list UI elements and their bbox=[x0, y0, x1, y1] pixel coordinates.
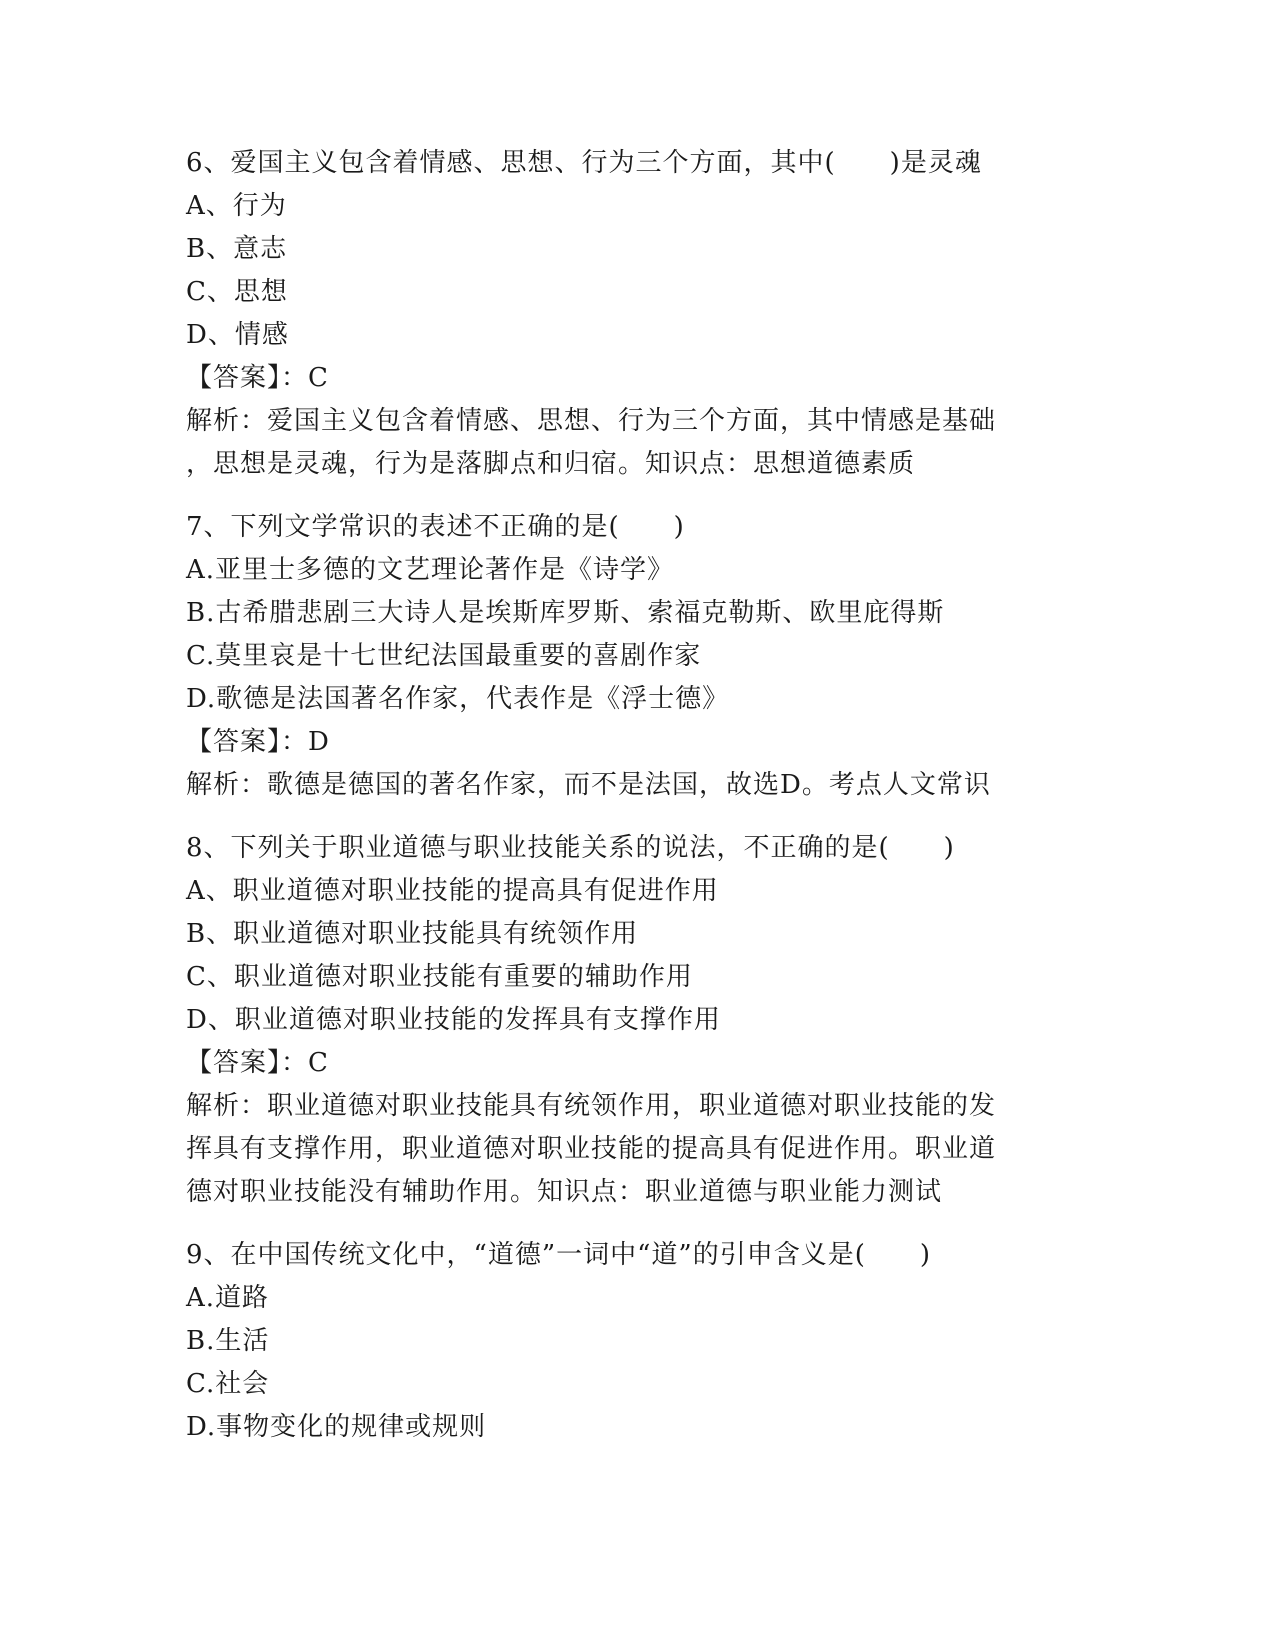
question-stem: 6、爱国主义包含着情感、思想、行为三个方面，其中( )是灵魂 bbox=[186, 148, 982, 178]
analysis-line: 解析：歌德是德国的著名作家，而不是法国，故选D。考点人文常识 bbox=[186, 770, 991, 800]
answer: 【答案】：C bbox=[186, 363, 329, 393]
question-7 bbox=[186, 506, 1086, 807]
option-d: D、情感 bbox=[186, 320, 289, 350]
analysis-line: 解析：职业道德对职业技能具有统领作用，职业道德对职业技能的发 bbox=[186, 1091, 997, 1121]
question-9 bbox=[186, 1234, 1086, 1449]
option-c: C、思想 bbox=[186, 277, 288, 307]
analysis-line: ，思想是灵魂，行为是落脚点和归宿。知识点：思想道德素质 bbox=[186, 449, 916, 479]
option-c: C.莫里哀是十七世纪法国最重要的喜剧作家 bbox=[186, 641, 702, 671]
analysis-line: 解析：爱国主义包含着情感、思想、行为三个方面，其中情感是基础 bbox=[186, 406, 997, 436]
option-d: D.歌德是法国著名作家，代表作是《浮士德》 bbox=[186, 684, 730, 714]
option-a: A.亚里士多德的文艺理论著作是《诗学》 bbox=[186, 555, 675, 585]
answer: 【答案】：D bbox=[186, 727, 330, 757]
answer: 【答案】：C bbox=[186, 1048, 329, 1078]
option-d: D.事物变化的规律或规则 bbox=[186, 1412, 487, 1442]
question-6 bbox=[186, 142, 1086, 486]
question-stem: 7、下列文学常识的表述不正确的是( ) bbox=[186, 512, 685, 542]
option-a: A、职业道德对职业技能的提高具有促进作用 bbox=[186, 876, 719, 906]
question-8 bbox=[186, 827, 1086, 1214]
document-page bbox=[186, 142, 1086, 1449]
option-b: B、职业道德对职业技能具有统领作用 bbox=[186, 919, 639, 949]
option-b: B、意志 bbox=[186, 234, 288, 264]
option-b: B.古希腊悲剧三大诗人是埃斯库罗斯、索福克勒斯、欧里庇得斯 bbox=[186, 598, 945, 628]
analysis-line: 德对职业技能没有辅助作用。知识点：职业道德与职业能力测试 bbox=[186, 1177, 943, 1207]
question-stem: 8、下列关于职业道德与职业技能关系的说法，不正确的是( ) bbox=[186, 833, 955, 863]
option-d: D、职业道德对职业技能的发挥具有支撑作用 bbox=[186, 1005, 721, 1035]
analysis-line: 挥具有支撑作用，职业道德对职业技能的提高具有促进作用。职业道 bbox=[186, 1134, 997, 1164]
option-a: A.道路 bbox=[186, 1283, 270, 1313]
option-a: A、行为 bbox=[186, 191, 287, 221]
option-b: B.生活 bbox=[186, 1326, 270, 1356]
option-c: C、职业道德对职业技能有重要的辅助作用 bbox=[186, 962, 693, 992]
option-c: C.社会 bbox=[186, 1369, 270, 1399]
question-stem: 9、在中国传统文化中，“道德”一词中“道”的引申含义是( ) bbox=[186, 1240, 931, 1270]
